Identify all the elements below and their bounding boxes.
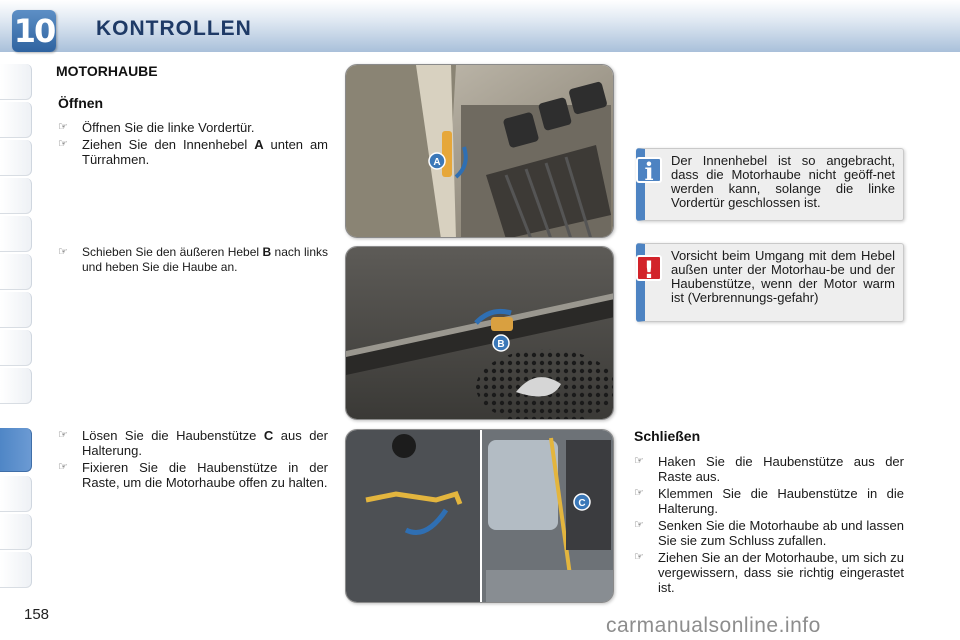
chapter-tab[interactable] bbox=[0, 102, 32, 138]
pointing-hand-icon: ☞ bbox=[58, 121, 68, 133]
chapter-tab[interactable] bbox=[0, 292, 32, 328]
chapter-tab[interactable] bbox=[0, 330, 32, 366]
pointing-hand-icon: ☞ bbox=[634, 455, 644, 467]
open-title: Öffnen bbox=[58, 95, 104, 111]
info-note-text: Der Innenhebel ist so angebracht, dass die Motorhaube nicht geöff-net werden kann, solange die linke Vordertür geschlossen ist. bbox=[671, 153, 895, 210]
list-item: ☞ Öffnen Sie die linke Vordertür. bbox=[58, 120, 255, 135]
pointing-hand-icon: ☞ bbox=[634, 551, 644, 563]
page-header bbox=[0, 0, 960, 52]
open-steps-list bbox=[58, 120, 328, 169]
list-item: ☞ Ziehen Sie an der Motorhaube, um sich zu vergewissern, dass sie richtig eingerastet ist. bbox=[634, 550, 904, 595]
lever-key-b: B bbox=[262, 245, 272, 259]
label-b: B bbox=[497, 339, 505, 350]
chapter-tab-active[interactable] bbox=[0, 428, 32, 472]
chapter-tab[interactable] bbox=[0, 140, 32, 176]
chapter-number-badge: 10 bbox=[13, 12, 55, 50]
pointing-hand-icon: ☞ bbox=[58, 246, 68, 258]
list-item: ☞ Fixieren Sie die Haubenstütze in der Raste, um die Motorhaube offen zu halten. bbox=[58, 460, 328, 490]
chapter-tab[interactable] bbox=[0, 216, 32, 252]
pointing-hand-icon: ☞ bbox=[58, 461, 68, 473]
label-c: C bbox=[578, 498, 586, 509]
pointing-hand-icon: ☞ bbox=[634, 487, 644, 499]
photo-interior-lever bbox=[345, 64, 614, 238]
chapter-tab[interactable] bbox=[0, 64, 32, 100]
photo-exterior-lever bbox=[345, 246, 614, 420]
pointing-hand-icon: ☞ bbox=[58, 138, 68, 150]
pointing-hand-icon: ☞ bbox=[58, 429, 68, 441]
list-item: ☞ Lösen Sie die Haubenstütze C aus der Halterung. bbox=[58, 428, 328, 458]
chapter-tab[interactable] bbox=[0, 552, 32, 588]
prop-key-c: C bbox=[263, 428, 274, 443]
label-a: A bbox=[433, 157, 441, 168]
warning-note bbox=[636, 243, 904, 322]
lever-key-a: A bbox=[254, 137, 264, 152]
list-item: ☞ Schieben Sie den äußeren Hebel B nach links und heben Sie die Haube an. bbox=[58, 245, 328, 274]
chapter-tab[interactable] bbox=[0, 254, 32, 290]
list-item: ☞ Ziehen Sie den Innenhebel A unten am Türrahmen. bbox=[58, 137, 328, 167]
chapter-tab[interactable] bbox=[0, 476, 32, 512]
info-icon: i bbox=[636, 157, 662, 183]
chapter-tab[interactable] bbox=[0, 514, 32, 550]
photo-hood-prop bbox=[345, 429, 614, 603]
list-item: ☞ Klemmen Sie die Haubenstütze in die Halterung. bbox=[634, 486, 904, 516]
page-number: 158 bbox=[24, 606, 50, 623]
chapter-tab[interactable] bbox=[0, 178, 32, 214]
open-steps-c-list bbox=[58, 428, 328, 492]
chapter-title: KONTROLLEN bbox=[96, 17, 252, 40]
warning-icon: ! bbox=[636, 255, 662, 281]
chapter-tab[interactable] bbox=[0, 368, 32, 404]
list-item: ☞ Senken Sie die Motorhaube ab und lassen Sie sie zum Schluss zufallen. bbox=[634, 518, 904, 548]
section-title: MOTORHAUBE bbox=[56, 63, 158, 79]
watermark: carmanualsonline.info bbox=[606, 614, 821, 637]
warning-note-text: Vorsicht beim Umgang mit dem Hebel außen unter der Motorhau-be und der Haubenstütze, wenn der Motor warm ist (Verbrennungs-gefahr) bbox=[671, 248, 895, 305]
list-item: ☞ Haken Sie die Haubenstütze aus der Raste aus. bbox=[634, 454, 904, 484]
close-title: Schließen bbox=[634, 428, 701, 444]
close-steps-list bbox=[634, 454, 904, 597]
pointing-hand-icon: ☞ bbox=[634, 519, 644, 531]
info-note bbox=[636, 148, 904, 221]
open-step-b-list bbox=[58, 245, 328, 277]
